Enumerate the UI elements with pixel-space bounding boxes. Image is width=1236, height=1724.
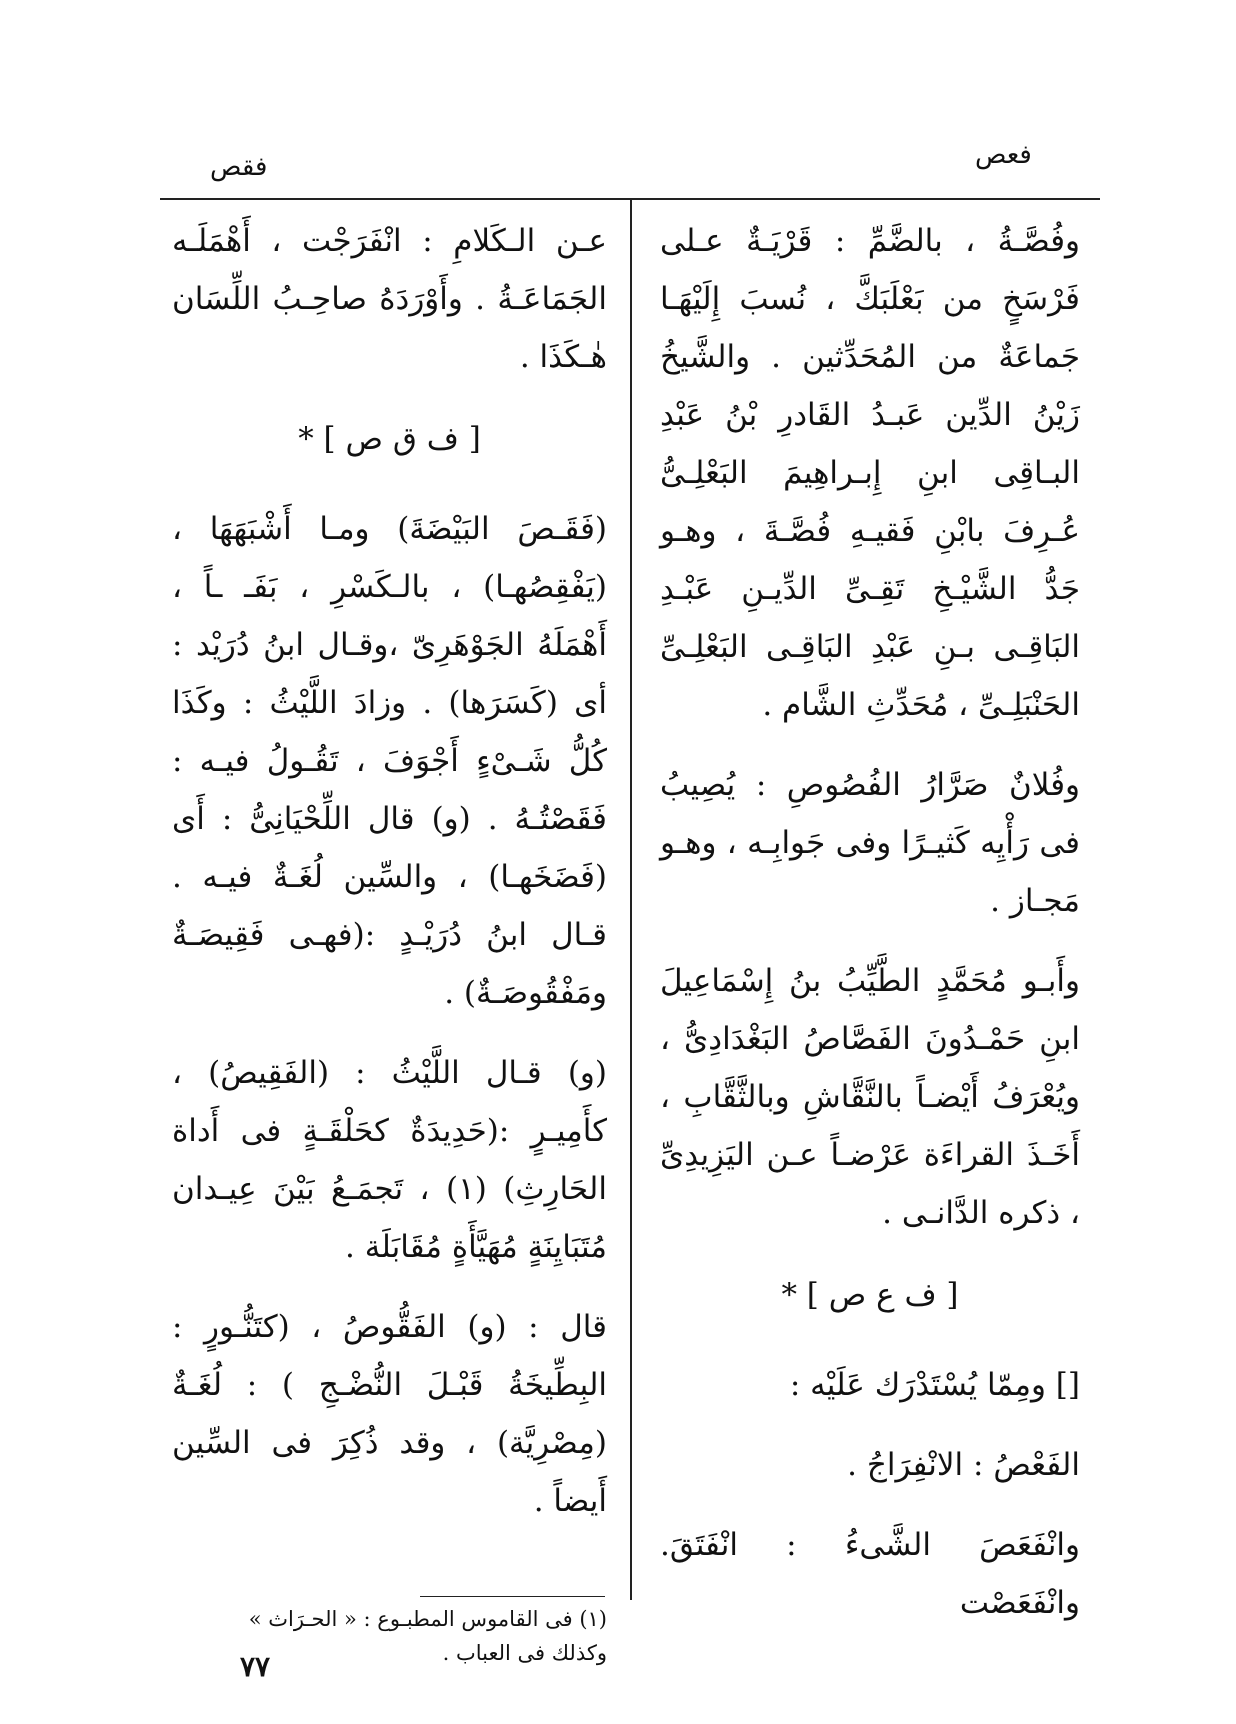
paragraph: وفُصَّـةُ ، بالضَّمِّ : قَرْيَـةٌ عـلى فَرْسَخٍ من بَعْلَبَكَّ ، نُسبَ إِلَيْهَـا جَماعَةٌ من المُحَدِّثين . والشَّيخُ زَيْنُ الدِّين عَبـدُ القَادرِ بْنُ عَبْدِ البـاقِى ابنِ إِبـراهِيمَ البَعْلِـىُّ عُـرِفَ بابْنِ فَقيـهِ فُصَّـةَ ، وهـو جَدُّ الشَّيْـخِ تَقِـىِّ الدِّيـنِ عَبْـدِ البَاقِـى بـنِ عَبْدِ البَاقِـى البَعْلِـىِّ الحَنْبَلِـىِّ ، مُحَدِّثِ الشَّام . bbox=[660, 223, 1080, 723]
left-column bbox=[172, 212, 607, 1552]
footnote-line: (١) فى القاموس المطبـوع : « الحـرَاث » bbox=[248, 1607, 607, 1631]
paragraph: عـن الـكَلامِ : انْفَرَجْت ، أَهْمَلَـه الجَمَاعَـةُ . وأَوْرَدَهُ صاحِـبُ اللِّسَان هٰـكَذَا . bbox=[172, 223, 607, 375]
paragraph: الفَعْصُ : الانْفِرَاجُ . bbox=[847, 1447, 1080, 1483]
footnote-line: وكذلك فى العباب . bbox=[442, 1641, 607, 1665]
paragraph: وانْفَعَصَ الشَّىءُ : انْفَتَقَ. وانْفَعَصْت bbox=[660, 1527, 1080, 1621]
paragraph: وفُلانٌ صَرَّارُ الفُصُوصِ : يُصِيبُ فى رَأْيِه كَثيـرًا وفى جَوابِـه ، وهـو مَجـاز . bbox=[660, 767, 1080, 919]
page-number: ٧٧ bbox=[240, 1650, 271, 1683]
right-column bbox=[660, 212, 1080, 1654]
root-heading: [ ف ع ص ] * bbox=[781, 1277, 959, 1313]
paragraph: قال : (و) الفَقُّوصُ ، (كتَنُّـورٍ : البِطِّيخَةُ قَبْـلَ النُّضْـجِ ) : لُغَـةٌ (مِصْرِيَّة) ، وقد ذُكِرَ فى السِّين أَيضاً . bbox=[172, 1309, 607, 1519]
footnote-rule bbox=[420, 1596, 605, 1597]
paragraph: وأَبـو مُحَمَّدٍ الطَّيِّبُ بنُ إِسْمَاعِيلَ ابنِ حَمْـدُونَ الفَصَّاصُ البَغْدَادِىُّ ، ويُعْرَفُ أَيْضـاً بالنَّقَّاشِ وبالثَّقَّابِ ، أَخَـذَ القراءَة عَرْضـاً عـن اليَزِيدِىِّ ، ذكره الدَّانـى . bbox=[660, 963, 1080, 1231]
header-entry-right: فعص bbox=[975, 140, 1032, 170]
column-divider bbox=[630, 200, 632, 1600]
paragraph: (و) قـال اللَّيْثُ : (الفَقِيصُ) ، كأَمِيـرٍ :(حَدِيدَةٌ كحَلْقَـةٍ فى أَداة الحَارِثِ) (١) ، تَجمَـعُ بَيْنَ عِيـدان مُتَبَايِنَةٍ مُهَيَّأَةٍ مُقَابَلَة . bbox=[172, 1055, 607, 1265]
paragraph: (فَقَـصَ البَيْضَةَ) ومـا أَشْبَهَهَا ، (يَفْقِصُهـا) ، بالـكَسْرِ ، بَفَـ ـاً ، أَهْمَلَهُ الجَوْهَرِىّ ،وقـال ابنُ دُرَيْد : أى (كَسَرَها) . وزادَ اللَّيْثُ : وكَذَا كُلُّ شَـىْءٍ أَجْوَفَ ، تَقُـولُ فيـه : فَقَصْتُـهُ . (و) قال اللِّحْيَانِىُّ : أَى (فَضَخَهـا) ، والسِّين لُغَـةٌ فيـه . قـال ابنُ دُرَيْـدٍ :(فهـى فَقِيصَـةٌ ومَفْقُوصَـةٌ) . bbox=[172, 511, 607, 1011]
root-heading: [ ف ق ص ] * bbox=[298, 421, 481, 457]
footnote bbox=[172, 1602, 607, 1670]
header-entry-left: فقص bbox=[210, 152, 268, 182]
paragraph: [] ومِمّا يُسْتَدْرَك عَلَيْه : bbox=[789, 1367, 1080, 1403]
